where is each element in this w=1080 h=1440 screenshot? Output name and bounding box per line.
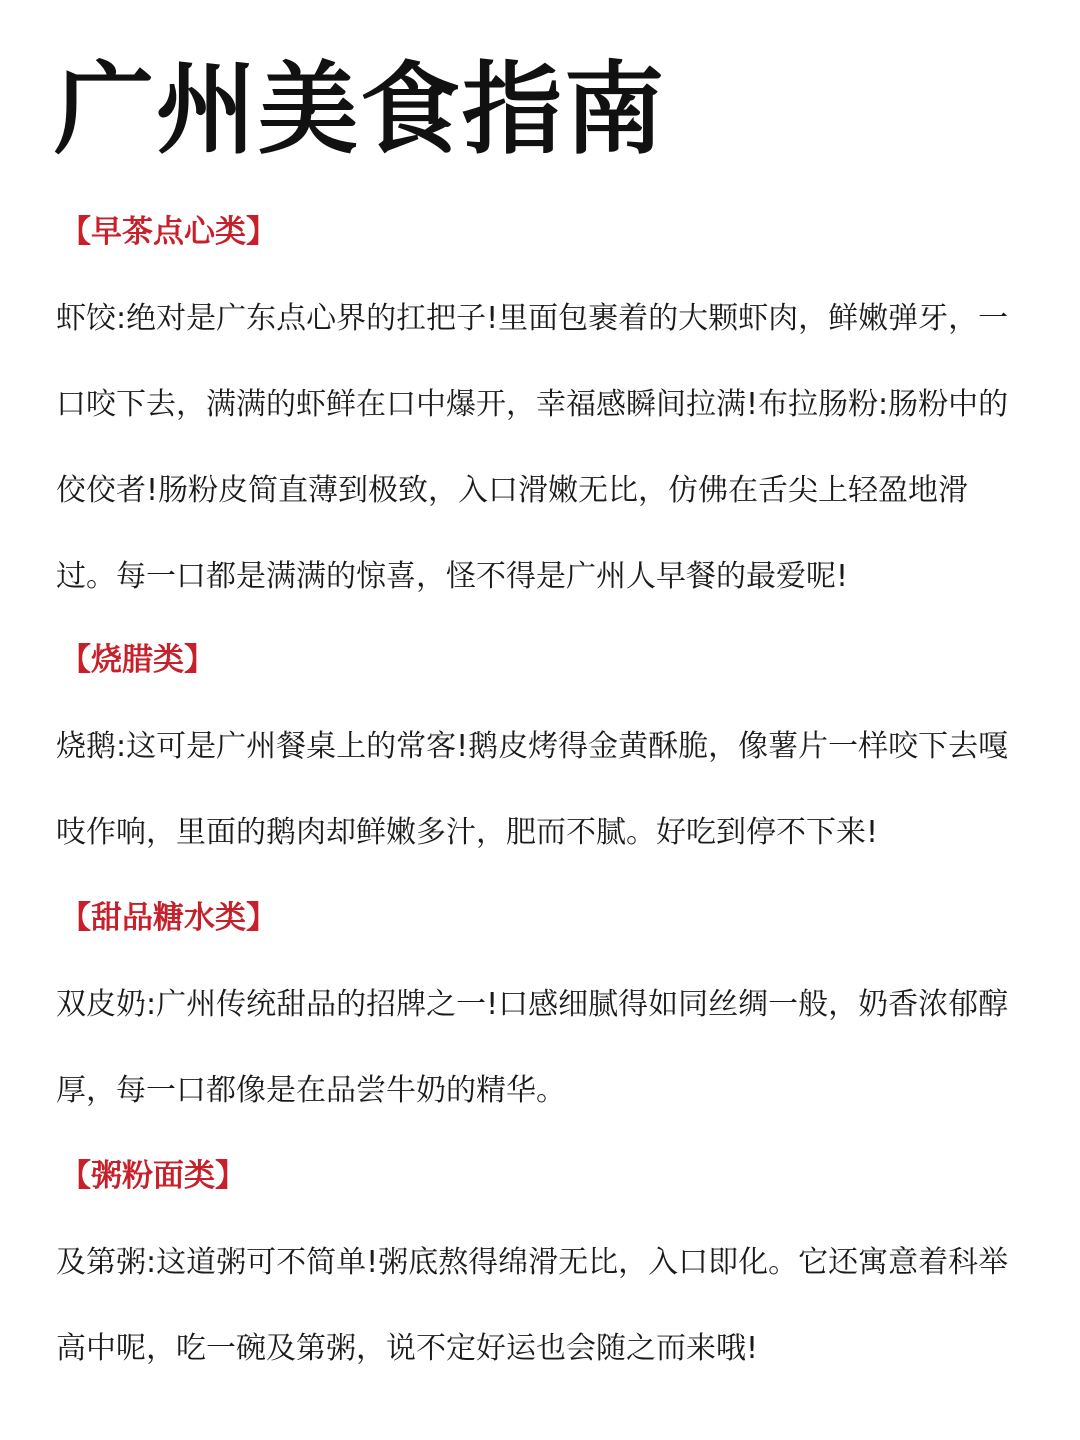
section-heading-congee: 【粥粉面类】 <box>60 1158 246 1194</box>
section-text-dessert: 双皮奶:广州传统甜品的招牌之一!口感细腻得如同丝绸一般，奶香浓郁醇厚，每一口都像是在品尝牛奶的精华。 <box>56 987 1009 1108</box>
page-title: 广州美食指南 <box>54 51 666 168</box>
section-heading-dimsum: 【早茶点心类】 <box>60 214 277 250</box>
section-text-dimsum: 虾饺:绝对是广东点心界的扛把子!里面包裹着的大颗虾肉，鲜嫩弹牙，一口咬下去，满满的虾鲜在口中爆开，幸福感瞬间拉满!布拉肠粉:肠粉中的佼佼者!肠粉皮简直薄到极致，入口滑嫩无比，仿佛在舌尖上轻盈地滑过。每一口都是满满的惊喜，怪不得是广州人早餐的最爱呢! <box>56 301 1009 594</box>
section-heading-dessert: 【甜品糖水类】 <box>60 900 277 936</box>
section-heading-roast: 【烧腊类】 <box>60 642 215 678</box>
section-text-roast: 烧鹅:这可是广州餐桌上的常客!鹅皮烤得金黄酥脆，像薯片一样咬下去嘎吱作响，里面的鹅肉却鲜嫩多汁，肥而不腻。好吃到停不下来! <box>56 729 1009 850</box>
section-text-congee: 及第粥:这道粥可不简单!粥底熬得绵滑无比，入口即化。它还寓意着科举高中呢，吃一碗及第粥，说不定好运也会随之而来哦! <box>56 1245 1009 1366</box>
